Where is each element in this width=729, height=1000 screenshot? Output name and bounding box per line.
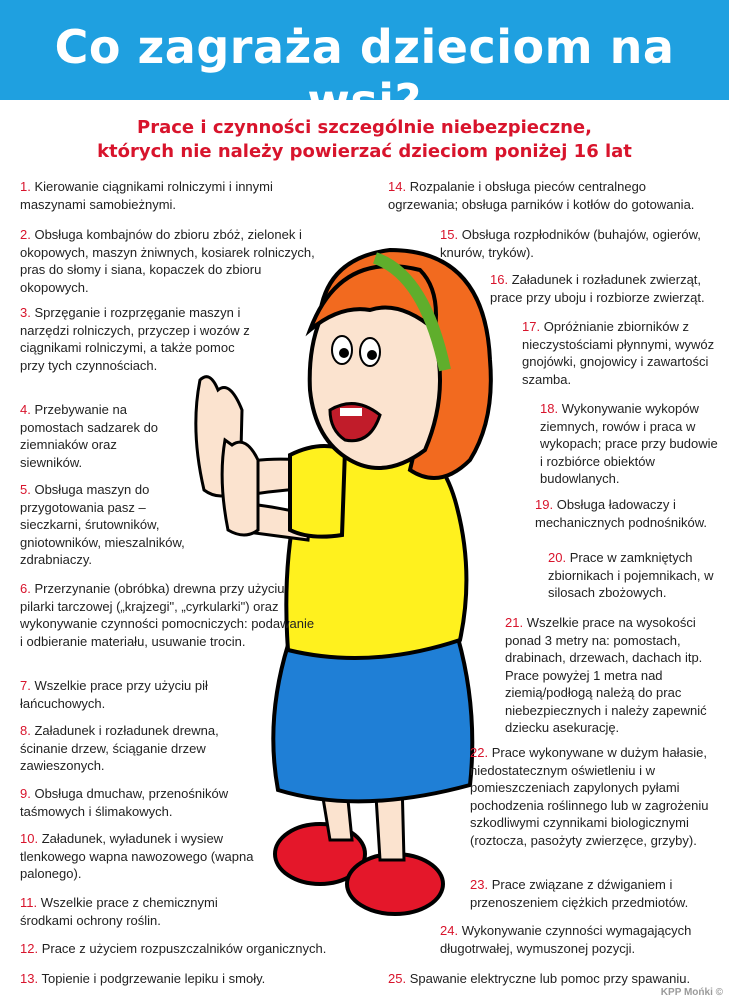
list-item: 7. Wszelkie prace przy użyciu pił łańcuchowych. (20, 678, 208, 711)
list-item: 12. Prace z użyciem rozpuszczalników organicznych. (20, 941, 327, 956)
list-item: 22. Prace wykonywane w dużym hałasie, niedostatecznym oświetleniu i w pomieszczeniach zapylonych pyłami pochodzenia roślinnego lub w zagrożeniu szkodliwymi czynnikami biologicznymi (roztocza, pasożyty zwierzęce, grzyby). (470, 745, 709, 848)
list-item: 14. Rozpalanie i obsługa pieców centralnego ogrzewania; obsługa parników i kotłów do gotowania. (388, 179, 695, 212)
list-item: 21. Wszelkie prace na wysokości ponad 3 metry na: pomostach, drabinach, drzewach, dachach itp. Prace powyżej 1 metra nad ziemią/podłogą należą do prac niebezpiecznych i należy zapewnić dziecku asekurację. (505, 615, 707, 735)
list-item: 9. Obsługa dmuchaw, przenośników taśmowych i ślimakowych. (20, 786, 229, 819)
list-item: 23. Prace związane z dźwiganiem i przenoszeniem ciężkich przedmiotów. (470, 877, 689, 910)
subtitle-line-1: Prace i czynności szczególnie niebezpieczne, (137, 117, 592, 138)
page-title: Co zagraża dzieciom na wsi? (54, 20, 675, 128)
subtitle-line-2: których nie należy powierzać dzieciom poniżej 16 lat (97, 141, 632, 162)
list-item: 15. Obsługa rozpłodników (buhajów, ogierów, knurów, tryków). (440, 227, 701, 260)
list-item: 13. Topienie i podgrzewanie lepiku i smoły. (20, 971, 266, 986)
list-item: 16. Załadunek i rozładunek zwierząt, prace przy uboju i rozbiorze zwierząt. (490, 272, 705, 305)
list-item: 8. Załadunek i rozładunek drewna, ścinanie drzew, ściąganie drzew zawieszonych. (20, 723, 219, 773)
list-item: 4. Przebywanie na pomostach sadzarek do ziemniaków oraz siewników. (20, 402, 159, 470)
list-item: 25. Spawanie elektryczne lub pomoc przy spawaniu. (388, 971, 691, 986)
footer-credit: KPP Mońki © (660, 987, 723, 998)
subtitle (0, 116, 729, 164)
list-item: 6. Przerzynanie (obróbka) drewna przy użyciu pilarki tarczowej („krajzegi", „cyrkularki") oraz wykonywanie czynności pomocniczych: podawanie i odbieranie materiału, usuwanie trocin. (20, 581, 315, 649)
list-item: 17. Opróżnianie zbiorników z nieczystościami płynnymi, wywóz gnojówki, gnojowicy i zawartości szamba. (522, 319, 715, 387)
list-item: 2. Obsługa kombajnów do zbioru zbóż, zielonek i okopowych, maszyn żniwnych, kosiarek rolniczych, pras do słomy i siana, kopaczek do zbioru okopowych. (20, 227, 315, 295)
list-item: 24. Wykonywanie czynności wymagających długotrwałej, wymuszonej pozycji. (440, 923, 692, 956)
list-item: 19. Obsługa ładowaczy i mechanicznych podnośników. (535, 497, 707, 530)
list-item: 20. Prace w zamkniętych zbiornikach i pojemnikach, w silosach zbożowych. (548, 550, 714, 600)
list-item: 10. Załadunek, wyładunek i wysiew tlenkowego wapna nawozowego (wapna palonego). (20, 831, 254, 881)
list-item: 1. Kierowanie ciągnikami rolniczymi i innymi maszynami samobieżnymi. (20, 179, 273, 212)
list-item: 11. Wszelkie prace z chemicznymi środkami ochrony roślin. (20, 895, 218, 928)
list-item: 5. Obsługa maszyn do przygotowania pasz – sieczkarni, śrutowników, gniotowników, mieszalników, zdrabniaczy. (20, 482, 185, 567)
list-item: 18. Wykonywanie wykopów ziemnych, rowów i praca w wykopach; prace przy budowie i rozbiórce obiektów budowlanych. (540, 401, 718, 486)
list-item: 3. Sprzęganie i rozprzęganie maszyn i narzędzi rolniczych, przyczep i wozów z ciągnikami rolniczymi, a także pomoc przy tych czynnościach. (20, 305, 250, 373)
